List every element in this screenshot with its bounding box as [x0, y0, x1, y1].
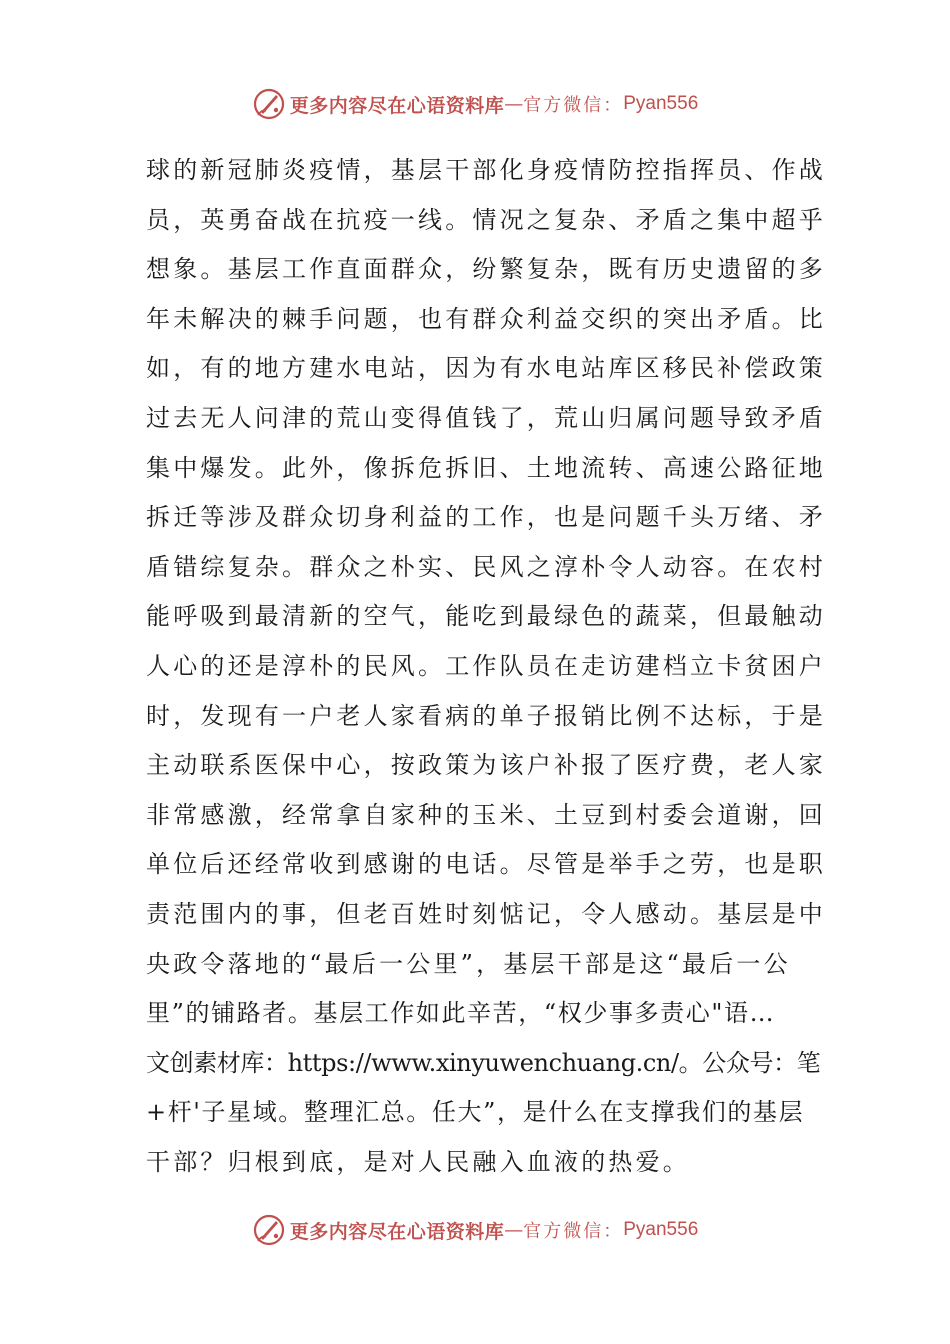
body-line: 年未解决的棘手问题，也有群众利益交织的突出矛盾。比 [146, 304, 826, 333]
footer-official-label: 官方微信： [523, 1221, 624, 1242]
body-line: 能呼吸到最清新的空气，能吃到最绿色的蔬菜，但最触动 [146, 602, 826, 631]
body-line: 如，有的地方建水电站，因为有水电站库区移民补偿政策 [146, 354, 826, 383]
body-line-url: 文创素材库：https://www.xinyuwenchuang.cn/。公众号：笔 [146, 1048, 821, 1077]
header-banner [0, 84, 950, 124]
footer-account: Pyan556 [623, 1219, 699, 1240]
footer-brand-text: 更多内容尽在心语资料库 [289, 1220, 505, 1243]
body-line: 拆迁等涉及群众切身利益的工作，也是问题千头万绪、矛 [146, 503, 826, 532]
header-official-label: 官方微信： [523, 95, 624, 116]
body-line: 时，发现有一户老人家看病的单子报销比例不达标，于是 [146, 701, 826, 730]
body-line: 单位后还经常收到感谢的电话。尽管是举手之劳，也是职 [146, 850, 826, 879]
body-line: 球的新冠肺炎疫情，基层干部化身疫情防控指挥员、作战 [146, 156, 826, 184]
quill-logo-icon [252, 87, 286, 121]
body-line: 人心的还是淳朴的民风。工作队员在走访建档立卡贫困户 [146, 651, 826, 680]
body-line: +杆'子星域。整理汇总。任大”，是什么在支撑我们的基层 [146, 1098, 805, 1127]
body-line: 责范围内的事，但老百姓时刻惦记，令人感动。基层是中 [146, 899, 826, 928]
body-line: 里”的铺路者。基层工作如此辛苦，“权少事多责心"语… [146, 999, 776, 1028]
header-account: Pyan556 [623, 93, 699, 114]
body-line: 非常感激，经常拿自家种的玉米、土豆到村委会道谢，回 [146, 800, 826, 829]
footer-dash: — [504, 1219, 524, 1241]
header-brand-text: 更多内容尽在心语资料库 [289, 94, 505, 117]
body-line: 盾错综复杂。群众之朴实、民风之淳朴令人动容。在农村 [146, 552, 826, 581]
document-body [146, 146, 826, 1187]
footer-banner [0, 1210, 950, 1250]
body-line: 干部？归根到底，是对人民融入血液的热爱。 [146, 1147, 690, 1176]
body-line: 想象。基层工作直面群众，纷繁复杂，既有历史遗留的多 [146, 255, 826, 284]
body-line: 员，英勇奋战在抗疫一线。情况之复杂、矛盾之集中超乎 [146, 205, 826, 234]
body-line: 过去无人问津的荒山变得值钱了，荒山归属问题导致矛盾 [146, 403, 826, 432]
header-dash: — [504, 93, 524, 115]
quill-logo-icon [252, 1213, 286, 1247]
body-line: 央政令落地的“最后一公里”，基层干部是这“最后一公 [146, 949, 791, 978]
body-line: 集中爆发。此外，像拆危拆旧、土地流转、高速公路征地 [146, 453, 826, 482]
body-line: 主动联系医保中心，按政策为该户补报了医疗费，老人家 [146, 751, 826, 780]
